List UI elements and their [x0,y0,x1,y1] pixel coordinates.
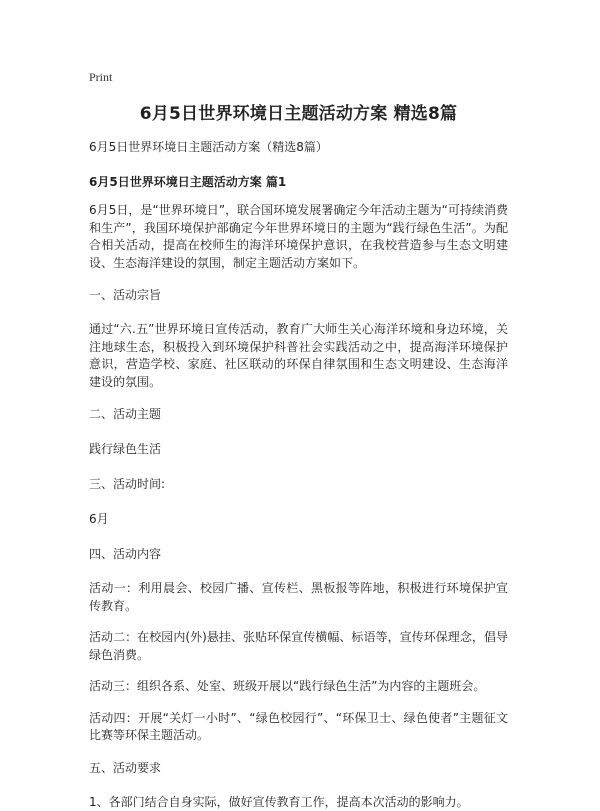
time-text: 6月 [89,510,508,527]
section-heading-content: 四、活动内容 [89,545,508,562]
section-heading-purpose: 一、活动宗旨 [89,286,508,303]
purpose-paragraph: 通过“六.五”世界环境日宣传活动，教育广大师生关心海洋环境和身边环境，关注地球生态，积极投入到环境保护科普社会实践活动之中，提高海洋环境保护意识，营造学校、家庭、社区联动的环保自律氛围和生态文明建设、生态海洋建设的氛围。 [89,321,508,391]
page-title: 6月5日世界环境日主题活动方案 精选8篇 [89,99,508,124]
print-link[interactable]: Print [89,70,508,85]
activity-paragraph: 活动三：组织各系、处室、班级开展以“践行绿色生活”为内容的主题班会。 [89,678,508,696]
section-title: 6月5日世界环境日主题活动方案 篇1 [89,173,508,190]
requirement-paragraph: 1、各部门结合自身实际，做好宣传教育工作，提高本次活动的影响力。 [89,794,508,811]
activity-paragraph: 活动二：在校园内(外)悬挂、张贴环保宣传横幅、标语等，宣传环保理念，倡导绿色消费。 [89,629,508,664]
activity-paragraph: 活动一：利用晨会、校园广播、宣传栏、黑板报等阵地，积极进行环境保护宣传教育。 [89,580,508,615]
theme-text: 践行绿色生活 [89,440,508,457]
section-heading-requirements: 五、活动要求 [89,759,508,776]
activity-paragraph: 活动四：开展“关灯一小时”、“绿色校园行”、“环保卫士、绿色使者”主题征文比赛等环保主题活动。 [89,710,508,745]
document-subtitle: 6月5日世界环境日主题活动方案（精选8篇） [89,138,508,155]
section-heading-time: 三、活动时间: [89,475,508,492]
section-heading-theme: 二、活动主题 [89,405,508,422]
intro-paragraph: 6月5日，是“世界环境日”，联合国环境发展署确定今年活动主题为“可持续消费和生产”，我国环境保护部确定今年世界环境日的主题为“践行绿色生活”。为配合相关活动，提高在校师生的海洋环境保护意识，在我校营造参与生态文明建设、生态海洋建设的氛围，制定主题活动方案如下。 [89,202,508,272]
